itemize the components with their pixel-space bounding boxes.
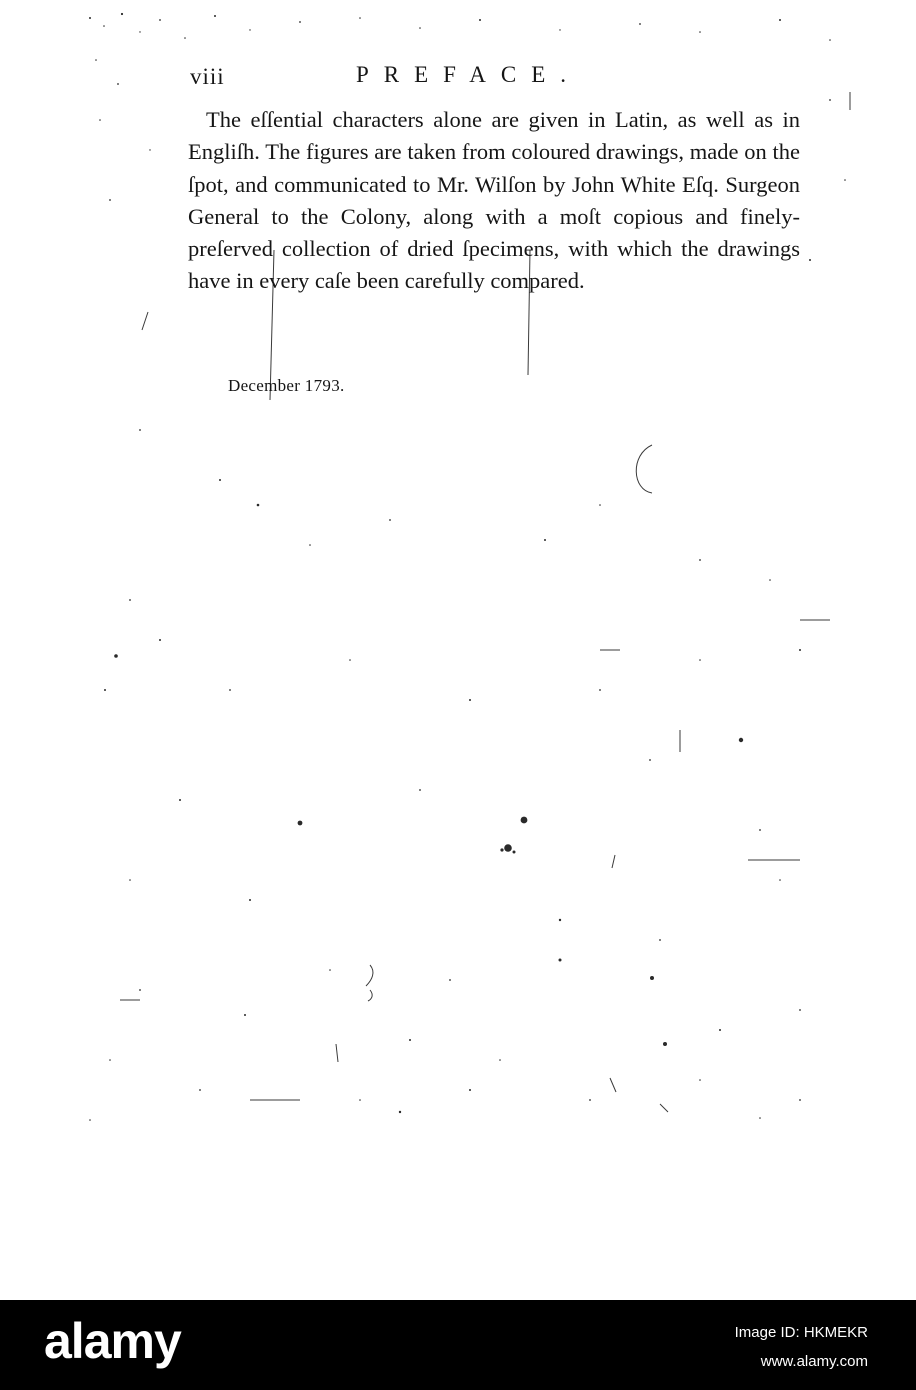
preface-paragraph: The eſſential characters alone are given in Latin, as well as in Engliſh. The figures are taken from coloured drawings, made on the ſpot, and communicated to Mr. Wilſon by John White Eſq. Surgeon General to the Colony, along with a moſt copious and finely-preſerved collection of dried ſpecimens, with which the drawings have in every caſe been carefully compared. [188,107,800,294]
preface-body [188,104,800,298]
watermark-banner [0,1300,916,1390]
running-head-title: PREFACE. [356,62,582,87]
image-id-text: Image ID: HKMEKR [734,1324,868,1341]
page-number: viii [190,64,225,89]
site-url-text: www.alamy.com [760,1353,868,1370]
alamy-logo: alamy [44,1313,181,1369]
dateline: December 1793. [228,376,345,395]
running-head [190,62,750,92]
watermark-info [735,1318,868,1376]
